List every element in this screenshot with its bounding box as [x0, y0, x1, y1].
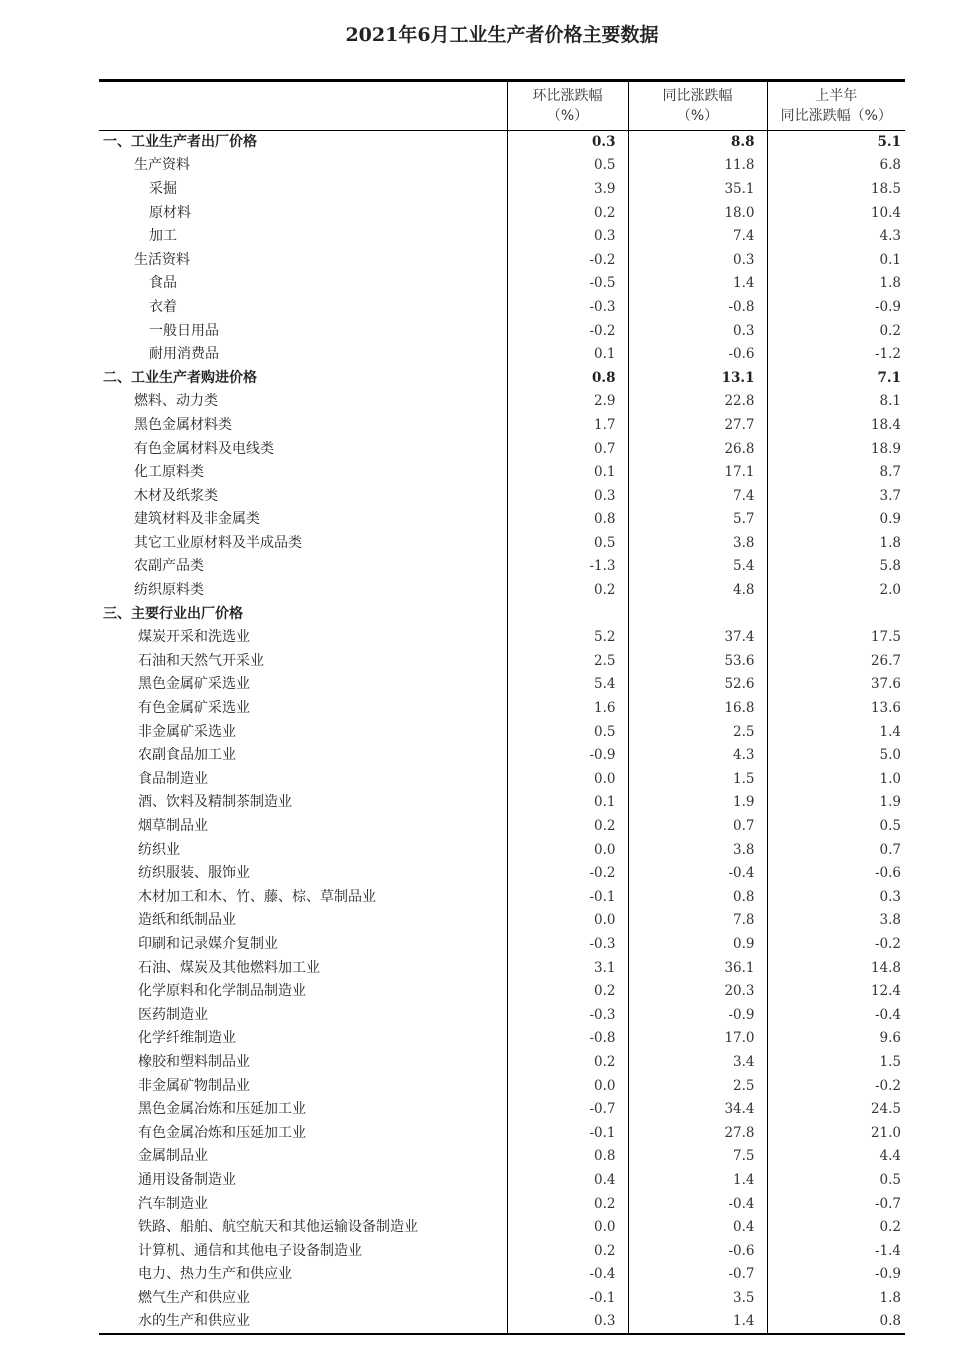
table-row: [99, 461, 905, 485]
mom-value: 0.0: [507, 838, 628, 862]
h1-yoy-value: 2.0: [767, 579, 905, 603]
yoy-value: -0.6: [628, 343, 767, 367]
table-row: [99, 1169, 905, 1193]
mom-value: 0.4: [507, 1169, 628, 1193]
row-label: 食品制造业: [138, 770, 208, 787]
yoy-value: -0.4: [628, 1192, 767, 1216]
yoy-value: 0.7: [628, 815, 767, 839]
yoy-value: [628, 602, 767, 626]
row-label: 加工: [149, 228, 177, 245]
yoy-value: 1.4: [628, 1169, 767, 1193]
h1-yoy-value: 10.4: [767, 201, 905, 225]
h1-yoy-value: 18.5: [767, 178, 905, 202]
yoy-value: 17.1: [628, 461, 767, 485]
h1-yoy-value: 5.1: [767, 131, 905, 155]
row-label: 石油、煤炭及其他燃料加工业: [138, 959, 320, 976]
h1-yoy-value: 1.8: [767, 1287, 905, 1311]
row-label: 一般日用品: [149, 322, 219, 339]
h1-yoy-value: 24.5: [767, 1098, 905, 1122]
row-label: 木材及纸浆类: [134, 487, 218, 504]
yoy-value: 4.8: [628, 579, 767, 603]
mom-value: [507, 602, 628, 626]
yoy-value: 27.8: [628, 1121, 767, 1145]
row-label: 其它工业原材料及半成品类: [134, 534, 302, 551]
mom-value: 5.4: [507, 673, 628, 697]
table-body: [99, 131, 905, 1335]
mom-value: 1.7: [507, 414, 628, 438]
mom-value: 0.7: [507, 437, 628, 461]
row-label: 黑色金属矿采选业: [138, 676, 250, 693]
yoy-value: 16.8: [628, 697, 767, 721]
table-row: [99, 343, 905, 367]
table-row: [99, 579, 905, 603]
row-label: 一、工业生产者出厂价格: [103, 134, 257, 151]
h1-yoy-value: [767, 602, 905, 626]
table-row: [99, 1051, 905, 1075]
h1-yoy-value: 6.8: [767, 154, 905, 178]
h1-yoy-value: 17.5: [767, 626, 905, 650]
mom-value: 1.6: [507, 697, 628, 721]
h1-yoy-value: 0.8: [767, 1310, 905, 1334]
h1-yoy-value: 26.7: [767, 650, 905, 674]
h1-yoy-value: 1.4: [767, 720, 905, 744]
table-row: [99, 1074, 905, 1098]
table-row: [99, 414, 905, 438]
mom-value: 0.0: [507, 1074, 628, 1098]
yoy-value: 2.5: [628, 720, 767, 744]
h1-yoy-value: 9.6: [767, 1027, 905, 1051]
h1-yoy-value: 1.8: [767, 532, 905, 556]
h1-yoy-value: 0.9: [767, 508, 905, 532]
yoy-value: 0.3: [628, 248, 767, 272]
yoy-value: 36.1: [628, 956, 767, 980]
mom-value: 0.2: [507, 980, 628, 1004]
h1-yoy-value: -0.4: [767, 1003, 905, 1027]
h1-yoy-value: 0.5: [767, 815, 905, 839]
row-label: 金属制品业: [138, 1148, 208, 1165]
row-label: 耐用消费品: [149, 346, 219, 363]
yoy-value: 0.8: [628, 886, 767, 910]
mom-value: -0.9: [507, 744, 628, 768]
mom-value: -0.4: [507, 1263, 628, 1287]
row-label: 水的生产和供应业: [138, 1313, 250, 1330]
mom-value: 0.0: [507, 768, 628, 792]
mom-value: -0.1: [507, 1121, 628, 1145]
table-header: [99, 81, 905, 131]
table-row: [99, 178, 905, 202]
yoy-value: 53.6: [628, 650, 767, 674]
yoy-value: 1.5: [628, 768, 767, 792]
row-label: 石油和天然气开采业: [138, 652, 264, 669]
yoy-value: 1.9: [628, 791, 767, 815]
table-row: [99, 909, 905, 933]
page-title: 2021年6月工业生产者价格主要数据: [345, 24, 659, 46]
h1-yoy-value: 5.0: [767, 744, 905, 768]
mom-value: -0.7: [507, 1098, 628, 1122]
mom-value: -0.2: [507, 319, 628, 343]
mom-value: 0.2: [507, 1051, 628, 1075]
mom-value: 0.1: [507, 461, 628, 485]
yoy-value: 8.8: [628, 131, 767, 155]
table-row: [99, 980, 905, 1004]
mom-value: 0.5: [507, 720, 628, 744]
yoy-value: -0.9: [628, 1003, 767, 1027]
table-row: [99, 697, 905, 721]
row-label: 有色金属矿采选业: [138, 700, 250, 717]
row-label: 衣着: [149, 298, 177, 315]
table-row: [99, 390, 905, 414]
header-label-column: [99, 81, 507, 131]
yoy-value: 3.5: [628, 1287, 767, 1311]
row-label: 非金属矿采选业: [138, 723, 236, 740]
table-row: [99, 532, 905, 556]
table-row: [99, 508, 905, 532]
row-label: 非金属矿物制品业: [138, 1077, 250, 1094]
table-row: [99, 862, 905, 886]
section-row: [99, 602, 905, 626]
row-label: 通用设备制造业: [138, 1171, 236, 1188]
mom-value: -0.1: [507, 886, 628, 910]
mom-value: -0.5: [507, 272, 628, 296]
table-row: [99, 319, 905, 343]
h1-yoy-value: 8.7: [767, 461, 905, 485]
yoy-value: 3.8: [628, 532, 767, 556]
row-label: 化工原料类: [134, 464, 204, 481]
table-row: [99, 1310, 905, 1334]
h1-yoy-value: 8.1: [767, 390, 905, 414]
yoy-value: 3.4: [628, 1051, 767, 1075]
row-label: 纺织业: [138, 841, 180, 858]
mom-value: 2.9: [507, 390, 628, 414]
h1-yoy-value: -0.7: [767, 1192, 905, 1216]
h1-yoy-value: 5.8: [767, 555, 905, 579]
yoy-value: 2.5: [628, 1074, 767, 1098]
table-row: [99, 886, 905, 910]
mom-value: -0.3: [507, 933, 628, 957]
row-label: 印刷和记录媒介复制业: [138, 935, 278, 952]
row-label: 二、工业生产者购进价格: [103, 369, 257, 386]
h1-yoy-value: 21.0: [767, 1121, 905, 1145]
table-row: [99, 1192, 905, 1216]
yoy-value: 13.1: [628, 366, 767, 390]
yoy-value: 22.8: [628, 390, 767, 414]
table-row: [99, 437, 905, 461]
table-row: [99, 768, 905, 792]
mom-value: 0.1: [507, 343, 628, 367]
row-label: 生产资料: [134, 157, 190, 174]
yoy-value: 0.4: [628, 1216, 767, 1240]
row-label: 三、主要行业出厂价格: [103, 605, 243, 622]
row-label: 汽车制造业: [138, 1195, 208, 1212]
h1-yoy-value: 12.4: [767, 980, 905, 1004]
h1-yoy-value: 0.3: [767, 886, 905, 910]
yoy-value: 5.4: [628, 555, 767, 579]
yoy-value: 7.5: [628, 1145, 767, 1169]
table-row: [99, 1216, 905, 1240]
table-row: [99, 1145, 905, 1169]
table-row: [99, 201, 905, 225]
row-label: 农副产品类: [134, 558, 204, 575]
mom-value: -0.3: [507, 1003, 628, 1027]
mom-value: 3.1: [507, 956, 628, 980]
yoy-value: -0.7: [628, 1263, 767, 1287]
table-row: [99, 673, 905, 697]
row-label: 化学纤维制造业: [138, 1030, 236, 1047]
row-label: 原材料: [149, 204, 191, 221]
table-row: [99, 1287, 905, 1311]
row-label: 燃气生产和供应业: [138, 1289, 250, 1306]
row-label: 铁路、船舶、航空航天和其他运输设备制造业: [138, 1219, 418, 1236]
h1-yoy-value: 18.4: [767, 414, 905, 438]
h1-yoy-value: -0.2: [767, 1074, 905, 1098]
yoy-value: 3.8: [628, 838, 767, 862]
mom-value: 3.9: [507, 178, 628, 202]
mom-value: 0.5: [507, 154, 628, 178]
row-label: 化学原料和化学制品制造业: [138, 983, 306, 1000]
mom-value: -0.1: [507, 1287, 628, 1311]
yoy-value: 17.0: [628, 1027, 767, 1051]
yoy-value: -0.4: [628, 862, 767, 886]
row-label: 燃料、动力类: [134, 393, 218, 410]
mom-value: 0.0: [507, 909, 628, 933]
h1-yoy-value: 0.2: [767, 1216, 905, 1240]
mom-value: 0.8: [507, 1145, 628, 1169]
mom-value: -1.3: [507, 555, 628, 579]
yoy-value: 18.0: [628, 201, 767, 225]
table-row: [99, 555, 905, 579]
table-row: [99, 1027, 905, 1051]
row-label: 有色金属材料及电线类: [134, 440, 274, 457]
yoy-value: 1.4: [628, 272, 767, 296]
h1-yoy-value: 0.5: [767, 1169, 905, 1193]
h1-yoy-value: 1.5: [767, 1051, 905, 1075]
h1-yoy-value: -0.6: [767, 862, 905, 886]
row-label: 食品: [149, 275, 177, 292]
yoy-value: 0.9: [628, 933, 767, 957]
mom-value: 0.1: [507, 791, 628, 815]
yoy-value: 0.3: [628, 319, 767, 343]
table-row: [99, 154, 905, 178]
mom-value: 0.3: [507, 484, 628, 508]
h1-yoy-value: -0.9: [767, 296, 905, 320]
mom-value: -0.2: [507, 862, 628, 886]
yoy-value: -0.8: [628, 296, 767, 320]
row-label: 橡胶和塑料制品业: [138, 1053, 250, 1070]
h1-yoy-value: 4.3: [767, 225, 905, 249]
mom-value: 5.2: [507, 626, 628, 650]
yoy-value: 26.8: [628, 437, 767, 461]
table-row: [99, 815, 905, 839]
table-row: [99, 1121, 905, 1145]
row-label: 造纸和纸制品业: [138, 912, 236, 929]
yoy-value: 4.3: [628, 744, 767, 768]
h1-yoy-value: 3.7: [767, 484, 905, 508]
table-row: [99, 744, 905, 768]
row-label: 酒、饮料及精制茶制造业: [138, 794, 292, 811]
table-row: [99, 956, 905, 980]
mom-value: -0.8: [507, 1027, 628, 1051]
mom-value: -0.3: [507, 296, 628, 320]
mom-value: 0.2: [507, 579, 628, 603]
yoy-value: 1.4: [628, 1310, 767, 1334]
h1-yoy-value: 18.9: [767, 437, 905, 461]
table-row: [99, 626, 905, 650]
h1-yoy-value: 0.7: [767, 838, 905, 862]
h1-yoy-value: 1.0: [767, 768, 905, 792]
header-h1-yoy-change: 上半年 同比涨跌幅（%）: [767, 81, 905, 131]
h1-yoy-value: 13.6: [767, 697, 905, 721]
row-label: 采掘: [149, 180, 177, 197]
h1-yoy-value: -0.9: [767, 1263, 905, 1287]
h1-yoy-value: 3.8: [767, 909, 905, 933]
h1-yoy-value: 7.1: [767, 366, 905, 390]
yoy-value: 5.7: [628, 508, 767, 532]
table-row: [99, 1098, 905, 1122]
yoy-value: 7.8: [628, 909, 767, 933]
h1-yoy-value: -1.4: [767, 1239, 905, 1263]
row-label: 黑色金属材料类: [134, 416, 232, 433]
row-label: 烟草制品业: [138, 818, 208, 835]
row-label: 建筑材料及非金属类: [134, 511, 260, 528]
yoy-value: -0.6: [628, 1239, 767, 1263]
row-label: 计算机、通信和其他电子设备制造业: [138, 1242, 362, 1259]
yoy-value: 37.4: [628, 626, 767, 650]
h1-yoy-value: 0.2: [767, 319, 905, 343]
row-label: 电力、热力生产和供应业: [138, 1266, 292, 1283]
mom-value: 0.2: [507, 1192, 628, 1216]
table-row: [99, 720, 905, 744]
header-mom-change: 环比涨跌幅 （%）: [507, 81, 628, 131]
yoy-value: 7.4: [628, 225, 767, 249]
mom-value: 0.8: [507, 366, 628, 390]
table-row: [99, 1239, 905, 1263]
row-label: 纺织服装、服饰业: [138, 865, 250, 882]
table-row: [99, 838, 905, 862]
yoy-value: 35.1: [628, 178, 767, 202]
row-label: 农副食品加工业: [138, 747, 236, 764]
price-data-table: [99, 79, 905, 1335]
table-row: [99, 484, 905, 508]
table-row: [99, 1003, 905, 1027]
h1-yoy-value: 1.8: [767, 272, 905, 296]
mom-value: 0.3: [507, 131, 628, 155]
mom-value: 0.8: [507, 508, 628, 532]
mom-value: 0.2: [507, 815, 628, 839]
table-row: [99, 272, 905, 296]
row-label: 纺织原料类: [134, 582, 204, 599]
table-row: [99, 650, 905, 674]
row-label: 生活资料: [134, 251, 190, 268]
yoy-value: 20.3: [628, 980, 767, 1004]
table-row: [99, 225, 905, 249]
mom-value: 0.5: [507, 532, 628, 556]
row-label: 有色金属冶炼和压延加工业: [138, 1124, 306, 1141]
mom-value: 0.0: [507, 1216, 628, 1240]
yoy-value: 7.4: [628, 484, 767, 508]
row-label: 煤炭开采和洗选业: [138, 629, 250, 646]
row-label: 木材加工和木、竹、藤、棕、草制品业: [138, 888, 376, 905]
mom-value: 0.3: [507, 1310, 628, 1334]
table-row: [99, 933, 905, 957]
h1-yoy-value: 1.9: [767, 791, 905, 815]
mom-value: 0.2: [507, 201, 628, 225]
row-label: 医药制造业: [138, 1006, 208, 1023]
mom-value: 0.3: [507, 225, 628, 249]
h1-yoy-value: -0.2: [767, 933, 905, 957]
yoy-value: 11.8: [628, 154, 767, 178]
table-row: [99, 296, 905, 320]
section-row: [99, 366, 905, 390]
yoy-value: 34.4: [628, 1098, 767, 1122]
h1-yoy-value: 0.1: [767, 248, 905, 272]
mom-value: 0.2: [507, 1239, 628, 1263]
row-label: 黑色金属冶炼和压延加工业: [138, 1101, 306, 1118]
yoy-value: 27.7: [628, 414, 767, 438]
mom-value: 2.5: [507, 650, 628, 674]
h1-yoy-value: 4.4: [767, 1145, 905, 1169]
h1-yoy-value: -1.2: [767, 343, 905, 367]
h1-yoy-value: 14.8: [767, 956, 905, 980]
header-yoy-change: 同比涨跌幅 （%）: [628, 81, 767, 131]
table-row: [99, 1263, 905, 1287]
yoy-value: 52.6: [628, 673, 767, 697]
mom-value: -0.2: [507, 248, 628, 272]
table-row: [99, 248, 905, 272]
h1-yoy-value: 37.6: [767, 673, 905, 697]
section-row: [99, 131, 905, 155]
table-row: [99, 791, 905, 815]
